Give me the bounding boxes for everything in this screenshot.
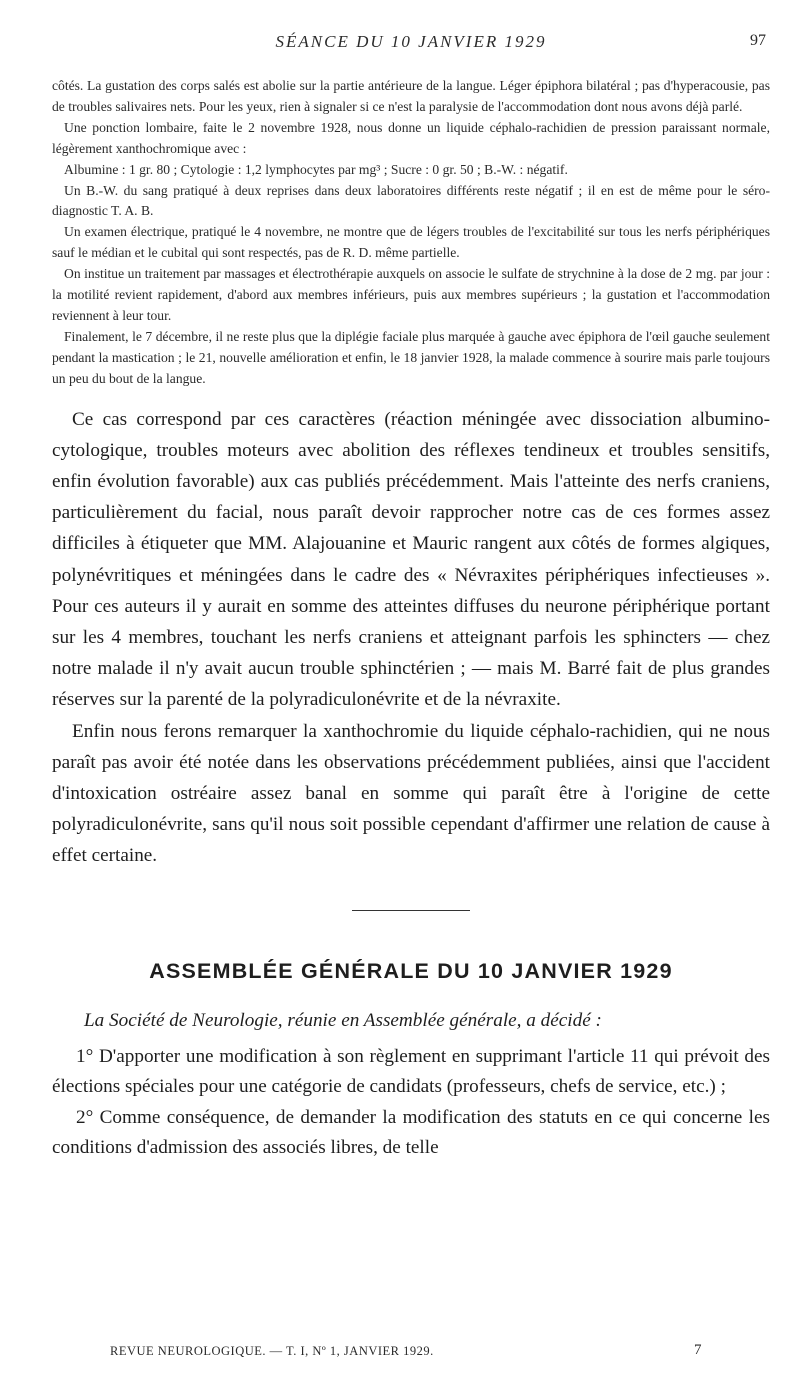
running-title: SÉANCE DU 10 JANVIER 1929: [275, 32, 547, 51]
case-report-paragraph: Finalement, le 7 décembre, il ne reste plus que la diplégie faciale plus marquée à gauche avec épiphora de l'œil gauche seulement pendant la mastication ; le 21, nouvelle amélioration et enfin, le 18 janvier 1928, la malade commence à sourire mais parle toujours un peu du bout de la langue.: [52, 328, 770, 386]
resolution-item: 1° D'apporter une modification à son règlement en supprimant l'article 11 qui prévoit des élections spéciales pour une catégorie de candidats (professeurs, chefs de service, etc.) ;: [52, 1045, 770, 1098]
case-report-paragraph: Un examen électrique, pratiqué le 4 novembre, ne montre que de légers troubles de l'excitabilité sur tous les nerfs périphériques sauf le médian et le cubital qui sont respectés, pas de R. D. même partielle.: [52, 224, 770, 261]
page-footer: [52, 1344, 770, 1366]
assembly-title: ASSEMBLÉE GÉNÉRALE DU 10 JANVIER 1929: [149, 958, 673, 983]
discussion: [52, 404, 770, 872]
assembly-resolutions: [52, 1042, 770, 1164]
section-separator: [352, 910, 470, 911]
case-report-paragraph: Une ponction lombaire, faite le 2 novembre 1928, nous donne un liquide céphalo-rachidien de pression paraissant normale, légèrement xanthochromique avec :: [52, 119, 770, 156]
discussion-paragraph: Enfin nous ferons remarquer la xanthochromie du liquide céphalo-rachidien, qui ne nous paraît pas avoir été notée dans les observations précédemment publiées, ainsi que l'accident d'intoxication ostréaire assez banal en somme qui paraît être à l'origine de cette polyradiculonévrite, sans qu'il nous soit possible cependant d'affirmer une relation de cause à effet certaine.: [52, 720, 770, 867]
running-head: [52, 26, 770, 56]
page-number: 97: [750, 32, 766, 49]
journal-reference: REVUE NEUROLOGIQUE. — T. I, Nº 1, JANVIER 1929.: [110, 1344, 434, 1358]
assembly-intro: La Société de Neurologie, réunie en Assemblée générale, a décidé :: [84, 1009, 602, 1031]
document-page: [52, 26, 770, 1366]
case-report-paragraph: Un B.-W. du sang pratiqué à deux reprises dans deux laboratoires différents reste négatif ; il en est de même pour le séro-diagnostic T. A. B.: [52, 182, 770, 219]
discussion-paragraph: Ce cas correspond par ces caractères (réaction méningée avec dissociation albumino-cytologique, troubles moteurs avec abolition des réflexes tendineux et troubles sensitifs, enfin évolution favorable) aux cas publiés précédemment. Mais l'atteinte des nerfs craniens, particulièrement du facial, nous paraît devoir rapprocher notre cas de ces formes assez difficiles à étiqueter que MM. Alajouanine et Mauric rangent aux côtés de formes algiques, polynévritiques et méningées dans le cadre des « Névraxites périphériques infectieuses ». Pour ces auteurs il y aurait en somme des atteintes diffuses du neurone périphérique portant sur les 4 membres, touchant les nerfs craniens et atteignant parfois les sphincters — chez notre malade il n'y avait aucun trouble sphinctérien ; — mais M. Barré fait de plus grandes réserves sur la parenté de la polyradiculonévrite et de la névraxite.: [52, 408, 770, 711]
resolution-item: 2° Comme conséquence, de demander la modification des statuts en ce qui concerne les conditions d'admission des associés libres, de telle: [52, 1106, 770, 1159]
case-report-paragraph: Albumine : 1 gr. 80 ; Cytologie : 1,2 lymphocytes par mg³ ; Sucre : 0 gr. 50 ; B.-W. : négatif.: [64, 161, 568, 177]
signature-mark: 7: [694, 1342, 702, 1358]
case-report-paragraph: côtés. La gustation des corps salés est abolie sur la partie antérieure de la langue. Léger épiphora bilatéral ; pas d'hyperacousie, pas de troubles salivaires nets. Pour les yeux, rien à signaler si ce n'est la paralysie de l'accommodation dont nous avons déjà parlé.: [52, 78, 770, 114]
case-report-paragraph: On institue un traitement par massages et électrothérapie auxquels on associe le sulfate de strychnine à la dose de 2 mg. par jour : la motilité revient rapidement, d'abord aux membres inférieurs, puis aux membres supérieurs ; la gustation et l'accommodation reviennent à leur tour.: [52, 266, 770, 323]
case-report: [52, 76, 770, 390]
